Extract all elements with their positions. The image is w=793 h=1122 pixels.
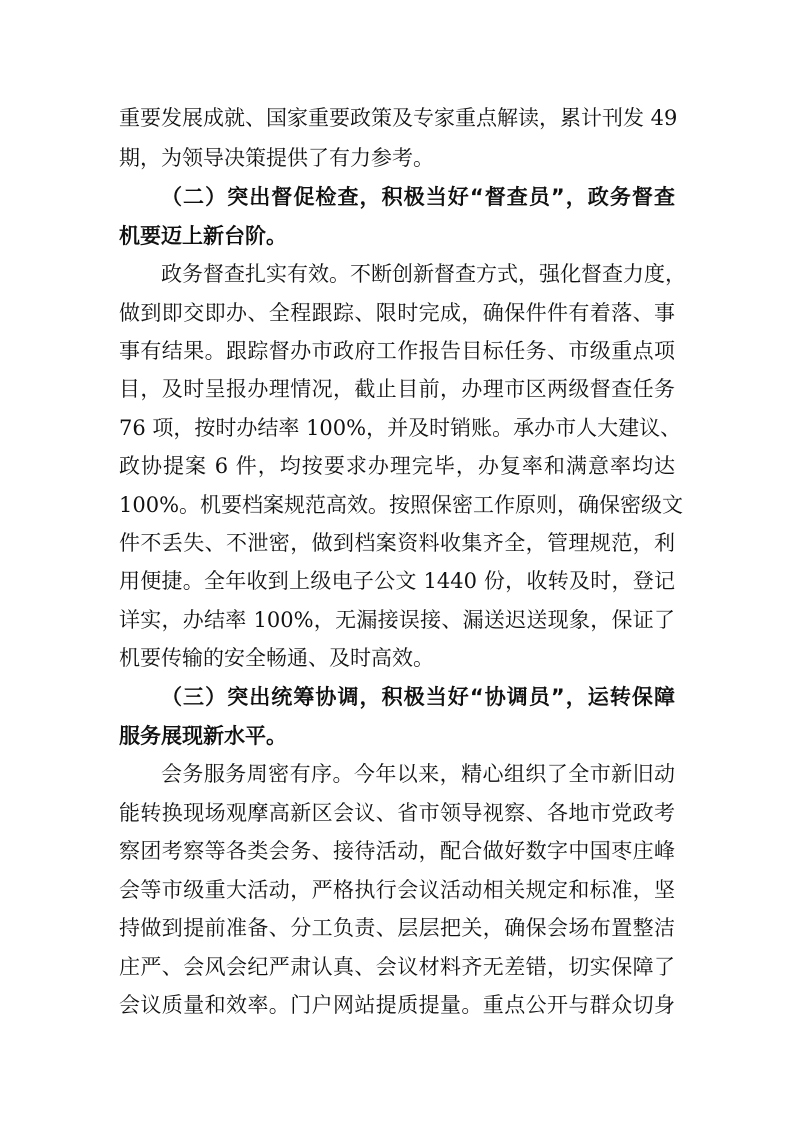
paragraph-line: 庄严、会风会纪严肃认真、会议材料齐无差错，切实保障了 <box>119 955 675 979</box>
paragraph-line: 能转换现场观摩高新区会议、省市领导视察、各地市党政考 <box>119 801 675 825</box>
paragraph-line: 件不丢失、不泄密，做到档案资料收集齐全，管理规范，利 <box>119 531 675 555</box>
paragraph-line: 重要发展成就、国家重要政策及专家重点解读，累计刊发 49 <box>119 106 678 130</box>
paragraph-line: 100%。机要档案规范高效。按照保密工作原则，确保密级文 <box>119 493 684 517</box>
paragraph-line: 政协提案 6 件，均按要求办理完毕，办复率和满意率均达 <box>119 454 675 478</box>
paragraph-line: 政务督查扎实有效。不断创新督查方式，强化督查力度， <box>161 262 686 286</box>
section-heading: （二）突出督促检查，积极当好“督查员”，政务督查 <box>161 185 675 209</box>
paragraph-line: 目，及时呈报办理情况，截止目前，办理市区两级督查任务 <box>119 377 675 401</box>
section-heading: 服务展现新水平。 <box>119 724 287 748</box>
paragraph-line: 76 项，按时办结率 100%，并及时销账。承办市人大建议、 <box>119 416 682 440</box>
paragraph-line: 期，为领导决策提供了有力参考。 <box>119 146 434 170</box>
paragraph-line: 事有结果。跟踪督办市政府工作报告目标任务、市级重点项 <box>119 339 675 363</box>
paragraph-line: 用便捷。全年收到上级电子公文 1440 份，收转及时，登记 <box>119 569 675 593</box>
section-heading: （三）突出统筹协调，积极当好“协调员”，运转保障 <box>161 685 675 709</box>
paragraph-line: 详实，办结率 100%，无漏接误接、漏送迟送现象，保证了 <box>119 608 675 632</box>
section-heading: 机要迈上新台阶。 <box>119 224 287 248</box>
paragraph-line: 持做到提前准备、分工负责、层层把关，确保会场布置整洁 <box>119 916 675 940</box>
paragraph-line: 会等市级重大活动，严格执行会议活动相关规定和标准，坚 <box>119 878 675 902</box>
paragraph-line: 察团考察等各类会务、接待活动，配合做好数字中国枣庄峰 <box>119 839 675 863</box>
paragraph-line: 会议质量和效率。门户网站提质提量。重点公开与群众切身 <box>119 993 675 1017</box>
paragraph-line: 会务服务周密有序。今年以来，精心组织了全市新旧动 <box>161 762 675 786</box>
paragraph-line: 做到即交即办、全程跟踪、限时完成，确保件件有着落、事 <box>119 301 675 325</box>
paragraph-line: 机要传输的安全畅通、及时高效。 <box>119 646 434 670</box>
